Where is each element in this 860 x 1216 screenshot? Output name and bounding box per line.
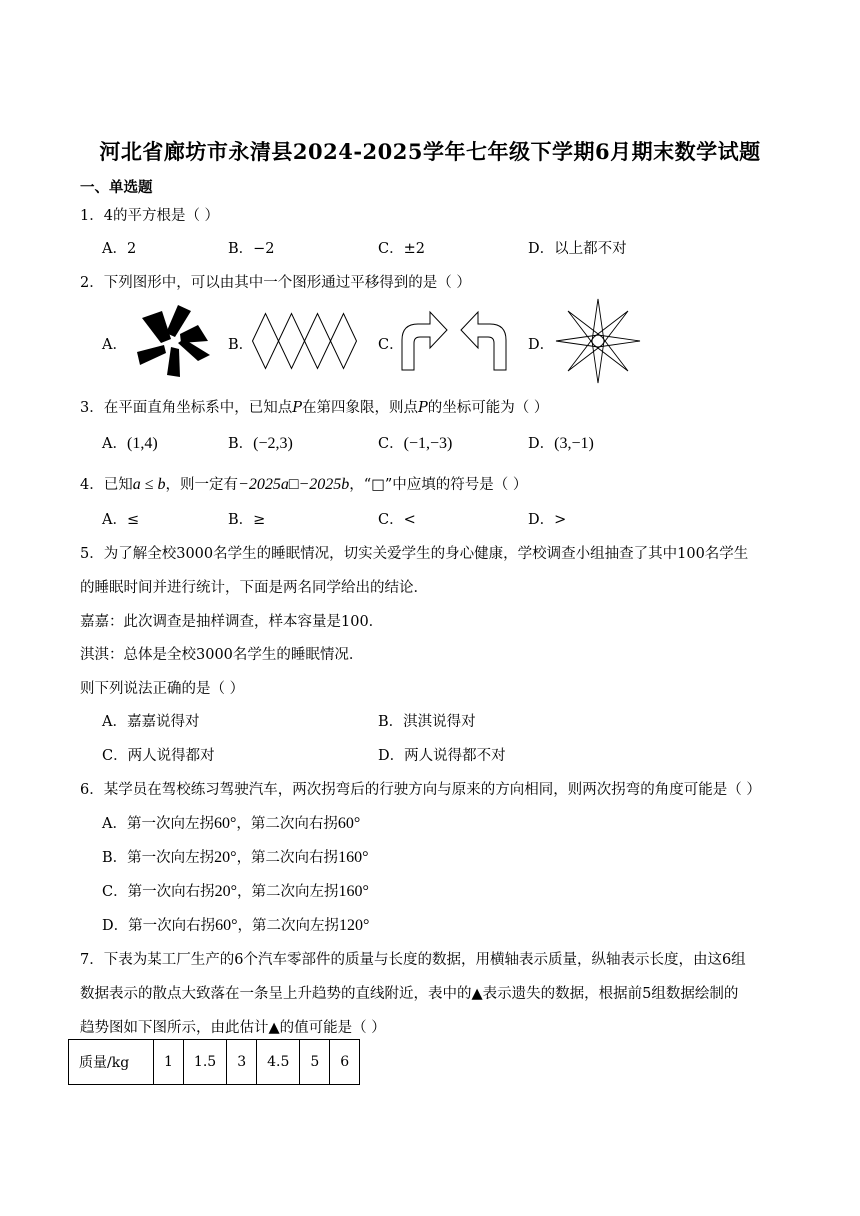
q1-option-c: C．±2 [378, 241, 425, 257]
q4-option-c: C．< [378, 512, 416, 528]
question-5-line-3: 嘉嘉：此次调查是抽样调查，样本容量是100． [80, 614, 384, 630]
q2-option-b: B． [228, 337, 254, 353]
table-cell: 6 [330, 1040, 360, 1085]
q1-option-b: B．−2 [228, 241, 275, 257]
q3-stem-part1: 3．在平面直角坐标系中，已知点 [80, 400, 293, 416]
question-7-line-1: 7．下表为某工厂生产的6个汽车零部件的质量与长度的数据，用横轴表示质量，纵轴表示长度，由这6组 [80, 952, 746, 968]
q4-option-a: A．≤ [102, 512, 140, 528]
q2-option-d: D． [528, 337, 555, 353]
q4-condition: a ≤ b [132, 476, 166, 493]
table-row [69, 1040, 360, 1085]
table-cell: 4.5 [257, 1040, 300, 1085]
q3-option-c: C．(−1,−3) [378, 435, 453, 452]
q1-option-a: A．2 [102, 241, 137, 257]
question-5-line-4: 淇淇：总体是全校3000名学生的睡眠情况． [80, 647, 364, 663]
q1-option-d: D．以上都不对 [528, 241, 627, 257]
question-7-line-2: 数据表示的散点大致落在一条呈上升趋势的直线附近，表中的▲表示遗失的数据，根据前5组数据绘制的 [80, 986, 739, 1002]
q2-figure-d-star [555, 298, 641, 384]
q3-stem-part2: 在第四象限，则点 [302, 400, 418, 416]
question-1-stem: 1．4的平方根是（ ） [80, 208, 220, 224]
q2-figure-b-diamonds [252, 313, 358, 369]
q2-figure-c-arrows [400, 310, 508, 372]
q5-option-d: D．两人说得都不对 [378, 748, 506, 764]
q2-option-c: C． [378, 337, 404, 353]
q3-stem-part3: 的坐标可能为（ ） [427, 400, 549, 416]
q5-option-b: B．淇淇说得对 [378, 714, 476, 730]
question-5-line-1: 5．为了解全校3000名学生的睡眠情况，切实关爱学生的身心健康，学校调查小组抽查了其中100名学生 [80, 546, 749, 562]
section-heading: 一、单选题 [80, 179, 153, 196]
q3-option-b: B．(−2,3) [228, 435, 293, 452]
q6-option-b: B．第一次向左拐20°，第二次向右拐160° [102, 849, 369, 866]
q3-point-p: P [292, 400, 302, 416]
table-header-cell: 质量/kg [69, 1040, 154, 1085]
q6-option-d: D．第一次向右拐60°，第二次向左拐120° [102, 917, 370, 934]
q7-data-table [68, 1039, 360, 1085]
question-7-line-3: 趋势图如下图所示，由此估计▲的值可能是（ ） [80, 1020, 386, 1036]
q3-point-p-2: P [418, 400, 428, 416]
q2-option-a: A． [102, 337, 127, 353]
table-cell: 5 [300, 1040, 330, 1085]
q2-figure-a-pinwheel [134, 303, 212, 379]
question-3-stem [80, 396, 548, 417]
q4-option-d: D．> [528, 512, 567, 528]
q3-option-d: D．(3,−1) [528, 435, 594, 452]
q6-option-a: A．第一次向左拐60°，第二次向右拐60° [102, 815, 361, 832]
q4-option-b: B．≥ [228, 512, 266, 528]
question-5-line-2: 的睡眠时间并进行统计，下面是两名同学给出的结论． [80, 580, 428, 596]
table-cell: 1.5 [183, 1040, 226, 1085]
question-4-stem: 4．已知a ≤ b，则一定有−2025a□−2025b，“□”中应填的符号是（ ） [80, 476, 528, 493]
q5-option-a: A．嘉嘉说得对 [102, 714, 200, 730]
q3-option-a: A．(1,4) [102, 435, 158, 452]
page-title: 河北省廊坊市永清县2024-2025学年七年级下学期6月期末数学试题 [99, 139, 761, 164]
q6-option-c: C．第一次向右拐20°，第二次向左拐160° [102, 883, 369, 900]
question-2-stem: 2．下列图形中，可以由其中一个图形通过平移得到的是（ ） [80, 275, 471, 291]
question-5-line-5: 则下列说法正确的是（ ） [80, 681, 245, 697]
table-cell: 3 [227, 1040, 257, 1085]
q4-expression: −2025a□−2025b [238, 476, 350, 493]
q5-option-c: C．两人说得都对 [102, 748, 215, 764]
question-6-stem: 6．某学员在驾校练习驾驶汽车，两次拐弯后的行驶方向与原来的方向相同，则两次拐弯的角度可能是（ ） [80, 782, 761, 798]
table-cell: 1 [154, 1040, 184, 1085]
